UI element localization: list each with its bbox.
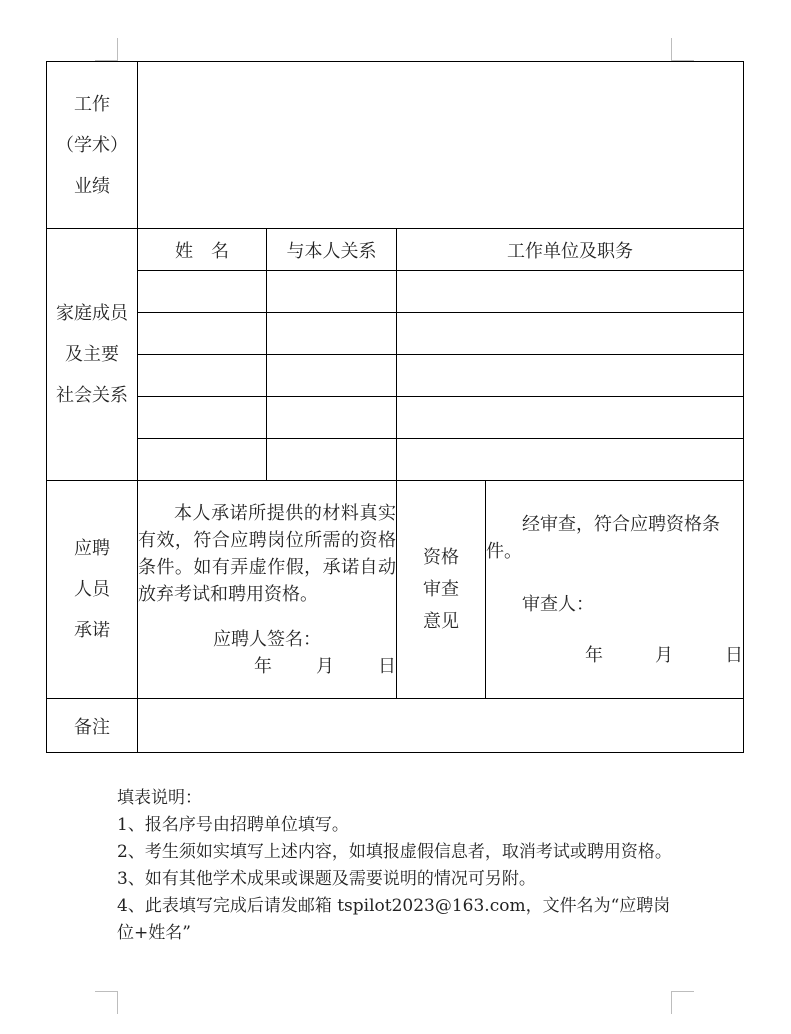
commitment-label-line: 承诺 (74, 620, 110, 641)
table-row (47, 355, 744, 397)
family-name-cell[interactable] (138, 397, 267, 439)
instructions-title: 填表说明： (117, 788, 202, 808)
instruction-item: 4、此表填写完成后请发邮箱 tspilot2023@163.com，文件名为“应聘岗位+姓名” (117, 896, 671, 943)
date-year-label: 年 (254, 655, 272, 677)
filling-instructions (117, 785, 677, 947)
family-relation-cell[interactable] (267, 271, 397, 313)
family-relation-cell[interactable] (267, 313, 397, 355)
family-name-cell[interactable] (138, 439, 267, 481)
commitment-text: 本人承诺所提供的材料真实有效，符合应聘岗位所需的资格条件。如有弄虚作假，承诺自动放弃考试和聘用资格。 (138, 502, 396, 605)
date-month-label: 月 (655, 644, 673, 666)
family-name-cell[interactable] (138, 355, 267, 397)
family-workplace-cell[interactable] (397, 397, 744, 439)
family-relation-cell[interactable] (267, 439, 397, 481)
application-form-table (46, 61, 744, 753)
family-workplace-cell[interactable] (397, 271, 744, 313)
family-header-workplace: 工作单位及职务 (397, 229, 744, 271)
achievements-label-line: 工作 (74, 93, 110, 115)
remarks-field[interactable] (138, 699, 744, 753)
commitment-label-line: 应聘 (74, 538, 110, 559)
review-label-line: 审查 (423, 578, 459, 600)
table-row (47, 313, 744, 355)
achievements-label-line: （学术） (56, 134, 128, 156)
family-workplace-cell[interactable] (397, 439, 744, 481)
family-label-line: 社会关系 (56, 385, 128, 406)
commitment-label-line: 人员 (74, 579, 110, 600)
commitment-cell (138, 481, 397, 699)
review-label (397, 481, 486, 699)
family-workplace-cell[interactable] (397, 313, 744, 355)
crop-mark-top-left (95, 38, 118, 61)
family-label (47, 229, 138, 481)
signature-label: 应聘人签名： (213, 628, 321, 650)
table-row (47, 397, 744, 439)
family-name-cell[interactable] (138, 313, 267, 355)
family-header-name: 姓 名 (138, 229, 267, 271)
family-header-relation: 与本人关系 (267, 229, 397, 271)
family-label-line: 家庭成员 (56, 303, 128, 324)
instruction-item: 3、如有其他学术成果或课题及需要说明的情况可另附。 (117, 869, 536, 889)
review-date (486, 642, 743, 669)
remarks-label: 备注 (47, 699, 138, 753)
commitment-date (138, 653, 396, 680)
review-label-line: 意见 (423, 610, 459, 632)
commitment-label (47, 481, 138, 699)
crop-mark-bottom-left (95, 991, 118, 1014)
instruction-item: 2、考生须如实填写上述内容，如填报虚假信息者，取消考试或聘用资格。 (117, 842, 672, 862)
family-name-cell[interactable] (138, 271, 267, 313)
family-relation-cell[interactable] (267, 397, 397, 439)
instruction-item: 1、报名序号由招聘单位填写。 (117, 815, 349, 835)
family-label-line: 及主要 (65, 344, 119, 365)
achievements-label-line: 业绩 (74, 175, 110, 197)
table-row (47, 271, 744, 313)
family-relation-cell[interactable] (267, 355, 397, 397)
review-text: 经审查，符合应聘资格条件。 (486, 513, 720, 562)
date-year-label: 年 (585, 644, 603, 666)
review-cell (486, 481, 744, 699)
crop-mark-bottom-right (671, 991, 694, 1014)
reviewer-label: 审查人： (522, 593, 594, 615)
family-workplace-cell[interactable] (397, 355, 744, 397)
date-day-label: 日 (378, 655, 396, 677)
date-day-label: 日 (725, 644, 743, 666)
review-label-line: 资格 (423, 546, 459, 568)
date-month-label: 月 (316, 655, 334, 677)
crop-mark-top-right (671, 38, 694, 61)
achievements-field[interactable] (138, 62, 744, 229)
table-row (47, 439, 744, 481)
achievements-label (47, 62, 138, 229)
